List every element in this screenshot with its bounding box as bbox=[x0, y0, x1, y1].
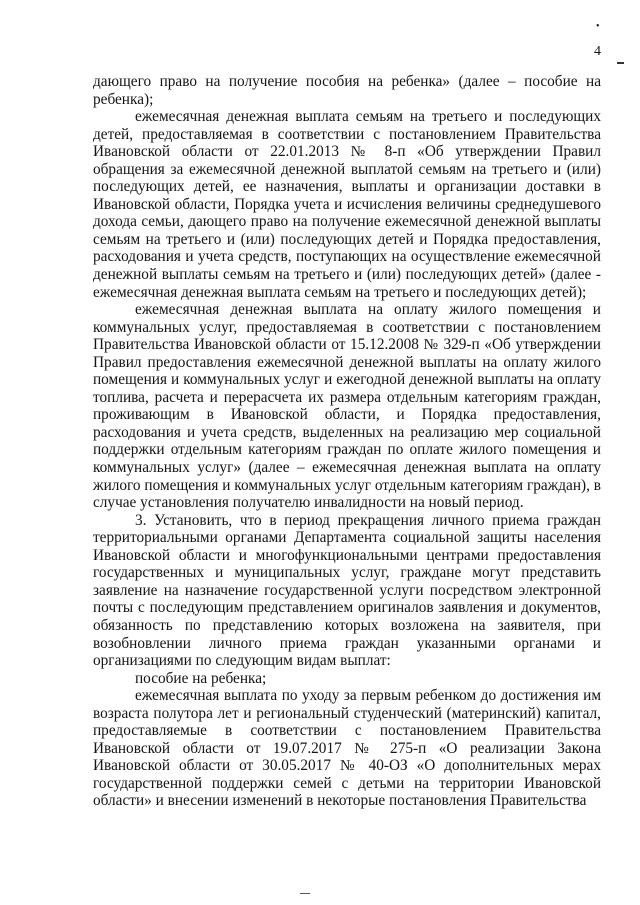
paragraph-third-child-payment: ежемесячная денежная выплата семьям на третьего и последующих детей, предоставляемая в соответствии с постановлением Правительства Ивановской области от 22.01.2013 № 8-п «Об утверждении Правил обращения за ежемесячной денежной выплатой семьям на третьего и (или) последующих детей, ее назначения, выплаты и организации доставки в Ивановской области, Порядка учета и исчисления величины среднедушевого дохода семьи, дающего право на получение ежемесячной денежной выплаты семьям на третьего и (или) последующих детей и Порядка предоставления, расходования и учета средств, поступающих на осуществление ежемесячной денежной выплаты семьям на третьего и (или) последующих детей» (далее - ежемесячная денежная выплата семьям на третьего и последующих детей); bbox=[93, 108, 601, 301]
corner-mark: • bbox=[596, 21, 600, 32]
paragraph-clause-3: 3. Установить, что в период прекращения личного приема граждан территориальными органами Департамента социальной защиты населения Ивановской области и многофункциональными центрами предоставления государственных и муниципальных услуг, граждане могут представить заявление на назначение государственной услуги посредством электронной почты с последующим представлением оригиналов заявления и документов, обязанность по представлению которых возложена на заявителя, при возобновлении личного приема граждан указанными органами и организациями по следующим видам выплат: bbox=[93, 511, 601, 670]
list-item-child-benefit: пособие на ребенка; bbox=[135, 669, 267, 687]
paragraph-continuation: дающего право на получение пособия на ребенка» (далее – пособие на ребенка); bbox=[93, 73, 601, 108]
margin-dash bbox=[617, 62, 624, 64]
list-item-first-child-care: ежемесячная выплата по уходу за первым ребенком до достижения им возраста полутора лет и региональный студенческий (материнский) капитал, предоставляемые в соответствии с постановлением Правительства Ивановской области от 19.07.2017 № 275-п «О реализации Закона Ивановской области от 30.05.2017 № 40-ОЗ «О дополнительных мерах государственной поддержки семей с детьми на территории Ивановской области» и внесении изменений в некоторые постановления Правительства bbox=[93, 687, 601, 810]
bottom-dash bbox=[300, 893, 310, 894]
page-number: 4 bbox=[594, 44, 601, 59]
paragraph-housing-payment: ежемесячная денежная выплата на оплату жилого помещения и коммунальных услуг, предоставляемая в соответствии с постановлением Правительства Ивановской области от 15.12.2008 № 329-п «Об утверждении Правил предоставления ежемесячной денежной выплаты на оплату жилого помещения и коммунальных услуг и ежегодной денежной выплаты на оплату топлива, расчета и перерасчета их размера отдельным категориям граждан, проживающим в Ивановской области, и Порядка предоставления, расходования и учета средств, выделенных на реализацию мер социальной поддержки отдельным категориям граждан по оплате жилого помещения и коммунальных услуг» (далее – ежемесячная денежная выплата на оплату жилого помещения и коммунальных услуг отдельным категориям граждан), в случае установления получателю инвалидности на новый период. bbox=[93, 301, 601, 512]
document-body bbox=[93, 73, 601, 810]
